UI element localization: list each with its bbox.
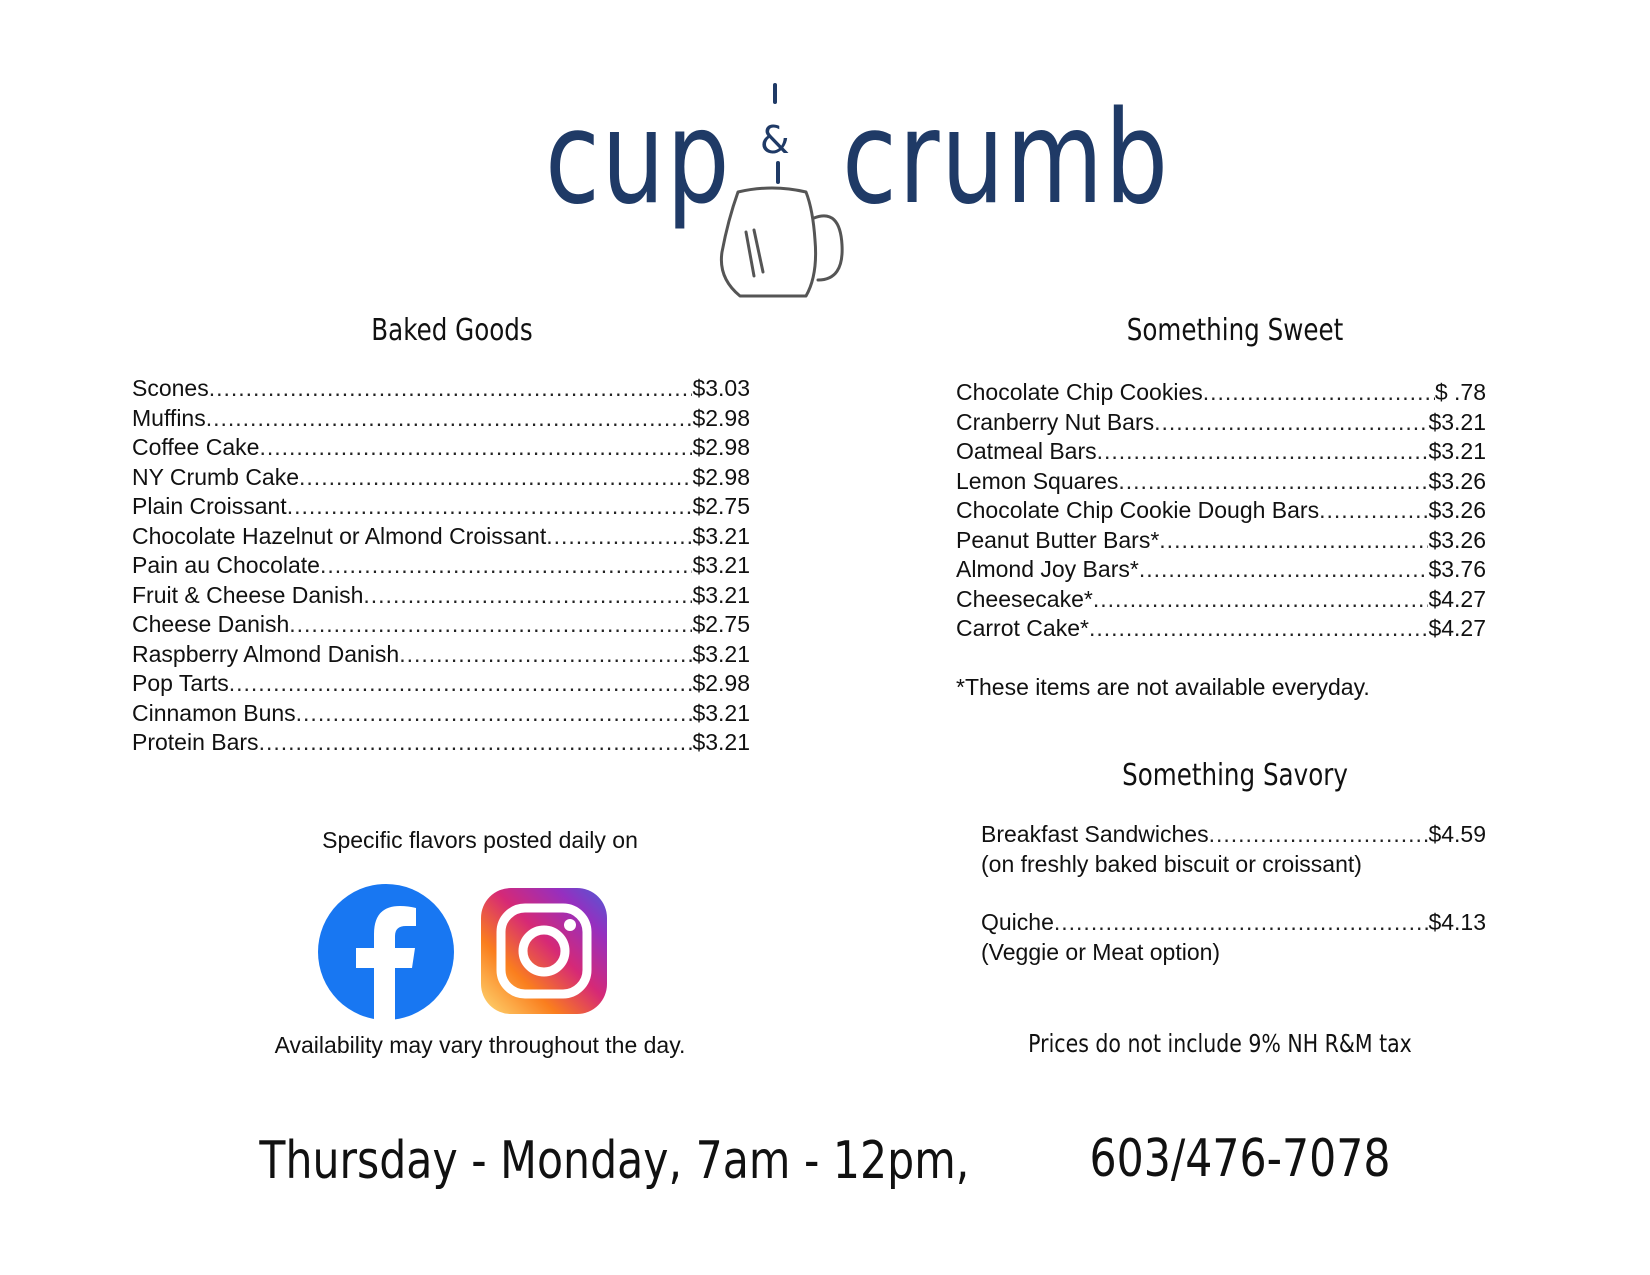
leader-dots xyxy=(289,610,692,640)
list-item xyxy=(132,522,750,552)
list-item xyxy=(132,610,750,640)
item-name: Cranberry Nut Bars xyxy=(956,408,1155,435)
leader-dots xyxy=(1093,585,1429,615)
list-item xyxy=(981,908,1486,938)
leader-dots xyxy=(229,669,693,699)
item-name: Plain Croissant xyxy=(132,493,287,519)
list-item xyxy=(132,728,750,758)
item-price: $4.59 xyxy=(1428,821,1486,847)
list-item xyxy=(956,496,1486,526)
leader-dots xyxy=(1154,408,1428,438)
item-name: Carrot Cake* xyxy=(956,615,1089,641)
list-item xyxy=(132,492,750,522)
leader-dots xyxy=(299,463,692,493)
item-price: $4.13 xyxy=(1428,909,1486,935)
item-price: $3.21 xyxy=(1428,438,1486,464)
item-name: NY Crumb Cake xyxy=(132,463,300,490)
item-name: Peanut Butter Bars* xyxy=(956,526,1160,553)
leader-dots xyxy=(296,699,693,729)
item-price: $3.21 xyxy=(692,581,750,608)
spacer xyxy=(981,879,1486,908)
logo-word-cup: cup xyxy=(545,84,732,233)
leader-dots xyxy=(259,728,693,758)
list-item xyxy=(956,555,1486,585)
leader-dots xyxy=(1203,378,1435,408)
item-name: Pop Tarts xyxy=(132,670,229,696)
item-price: $4.27 xyxy=(1428,585,1486,612)
something-savory-title: Something Savory xyxy=(1122,758,1348,793)
list-item xyxy=(132,640,750,670)
leader-dots xyxy=(1097,437,1429,467)
leader-dots xyxy=(1089,614,1429,644)
list-item xyxy=(132,699,750,729)
hours-text: Thursday - Monday, 7am - 12pm, xyxy=(259,1131,970,1191)
item-name: Muffins xyxy=(132,404,206,431)
leader-dots xyxy=(287,492,693,522)
instagram-icon[interactable] xyxy=(481,888,607,1014)
leader-dots xyxy=(1054,908,1429,938)
availability-note: *These items are not available everyday. xyxy=(956,674,1370,700)
something-sweet-title: Something Sweet xyxy=(1126,313,1344,348)
item-price: $3.26 xyxy=(1428,467,1486,494)
list-item xyxy=(132,374,750,404)
item-name: Cinnamon Buns xyxy=(132,699,296,726)
list-item xyxy=(956,378,1486,408)
list-item xyxy=(132,551,750,581)
list-item xyxy=(956,614,1486,644)
leader-dots xyxy=(399,640,692,670)
item-price: $2.98 xyxy=(692,670,750,696)
item-name: Almond Joy Bars* xyxy=(956,556,1139,582)
leader-dots xyxy=(320,551,692,581)
item-price: $3.03 xyxy=(692,375,750,401)
item-name: Pain au Chocolate xyxy=(132,552,320,578)
logo-word-crumb: crumb xyxy=(842,84,1170,233)
item-price: $2.98 xyxy=(692,434,750,460)
baked-goods-list xyxy=(132,374,750,758)
item-name: Coffee Cake xyxy=(132,434,260,460)
item-price: $3.26 xyxy=(1428,497,1486,523)
list-item xyxy=(956,585,1486,615)
something-savory-list xyxy=(981,820,1486,967)
list-item xyxy=(956,408,1486,438)
facebook-icon[interactable] xyxy=(318,884,454,1020)
phone-number: 603/476-7078 xyxy=(1089,1129,1391,1189)
leader-dots xyxy=(363,581,692,611)
list-item xyxy=(956,526,1486,556)
item-price: $3.21 xyxy=(692,552,750,578)
item-price: $3.21 xyxy=(692,522,750,549)
item-name: Breakfast Sandwiches xyxy=(981,821,1209,847)
item-price: $3.26 xyxy=(1428,526,1486,553)
logo-ampersand: & xyxy=(760,118,790,162)
item-name: Fruit & Cheese Danish xyxy=(132,581,364,608)
leader-dots xyxy=(259,433,692,463)
item-price: $2.75 xyxy=(692,611,750,637)
leader-dots xyxy=(209,374,693,404)
coffee-mug-icon xyxy=(700,80,860,305)
item-name: Chocolate Chip Cookies xyxy=(956,379,1203,405)
list-item xyxy=(132,669,750,699)
item-name: Oatmeal Bars xyxy=(956,438,1097,464)
something-sweet-list xyxy=(956,378,1486,644)
leader-dots xyxy=(1159,526,1428,556)
tax-note: Prices do not include 9% NH R&M tax xyxy=(1028,1029,1412,1058)
item-price: $3.21 xyxy=(692,699,750,726)
leader-dots xyxy=(1139,555,1429,585)
availability-text: Availability may vary throughout the day. xyxy=(274,1032,686,1058)
item-price: $2.98 xyxy=(692,404,750,431)
leader-dots xyxy=(206,404,693,434)
item-detail: (Veggie or Meat option) xyxy=(981,938,1221,965)
item-price: $3.21 xyxy=(1428,408,1486,435)
item-name: Chocolate Chip Cookie Dough Bars xyxy=(956,497,1320,523)
leader-dots xyxy=(1118,467,1428,497)
item-price: $3.76 xyxy=(1428,556,1486,582)
item-name: Raspberry Almond Danish xyxy=(132,640,400,667)
list-item xyxy=(132,404,750,434)
item-detail: (on freshly baked biscuit or croissant) xyxy=(981,850,1362,877)
list-item xyxy=(132,581,750,611)
list-item xyxy=(956,467,1486,497)
list-item xyxy=(956,437,1486,467)
item-name: Scones xyxy=(132,375,209,401)
flavors-posted-text: Specific flavors posted daily on xyxy=(322,827,638,853)
item-price: $4.27 xyxy=(1428,615,1486,641)
leader-dots xyxy=(1319,496,1428,526)
baked-goods-title: Baked Goods xyxy=(371,313,533,348)
item-price: $2.98 xyxy=(692,463,750,490)
list-item xyxy=(132,463,750,493)
item-price: $2.75 xyxy=(692,493,750,519)
item-name: Chocolate Hazelnut or Almond Croissant xyxy=(132,522,547,549)
leader-dots xyxy=(1209,820,1429,850)
item-name: Protein Bars xyxy=(132,729,259,755)
leader-dots xyxy=(546,522,692,552)
list-item xyxy=(132,433,750,463)
item-name: Cheese Danish xyxy=(132,611,290,637)
item-price: $3.21 xyxy=(692,729,750,755)
item-name: Lemon Squares xyxy=(956,467,1119,494)
item-price: $ .78 xyxy=(1434,379,1486,405)
item-name: Cheesecake* xyxy=(956,585,1093,612)
item-price: $3.21 xyxy=(692,640,750,667)
list-item xyxy=(981,820,1486,850)
item-name: Quiche xyxy=(981,909,1054,935)
